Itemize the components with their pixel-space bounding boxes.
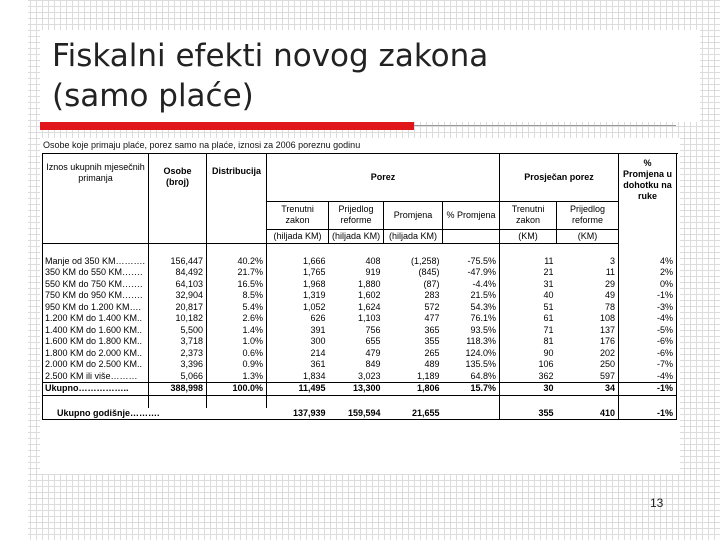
table-cell-label: 550 KM do 750 KM……. (43, 279, 149, 291)
table-cell-avg_cur: 61 (543, 313, 554, 323)
table-cell-dist: 0.9% (207, 359, 267, 371)
table-cell-avg_cur: 71 (543, 324, 554, 335)
table-cell-chg: (1,258) (411, 255, 440, 266)
table-cell-pct: 124.0% (443, 348, 500, 360)
header-distribution: Distribucija (207, 154, 267, 229)
unit-avg-current: (KM) (500, 229, 557, 243)
table-cell-inc: -5% (619, 325, 677, 337)
table-cell-chg: 477 (424, 313, 440, 323)
table-cell-persons: 10,182 (149, 313, 207, 325)
table-cell-pct: 93.5% (443, 325, 500, 337)
header-current-law: Trenutni zakon (267, 201, 329, 229)
table-row (43, 279, 677, 291)
table-cell-inc: -3% (619, 302, 677, 314)
table-cell-label: Manje od 350 KM………. (43, 256, 149, 268)
table-cell-dist: 16.5% (207, 279, 267, 291)
table-row (43, 313, 677, 325)
table-cell-persons: 5,066 (149, 371, 207, 383)
table-row (43, 290, 677, 302)
table-cell-inc: -4% (619, 371, 677, 383)
table-cell-cur: 391 (310, 324, 326, 335)
table-cell-avg_ref: 108 (557, 313, 619, 325)
header-avg-tax: Prosječan porez (500, 154, 619, 201)
table-cell-cur: 214 (310, 347, 326, 358)
table-cell-label: 1.600 KM do 1.800 KM.. (43, 336, 149, 348)
header-pct-change: % Promjena (443, 201, 500, 229)
table-cell-persons: 3,718 (149, 336, 207, 348)
title-line-1: Fiskalni efekti novog zakona (52, 38, 489, 74)
table-cell-inc: 4% (619, 256, 677, 268)
table-row (43, 336, 677, 348)
table-cell-avg_cur: 51 (543, 301, 554, 312)
table-cell-ref: 3,023 (358, 370, 381, 381)
table-cell-dist: 1.3% (207, 371, 267, 383)
table-row (43, 256, 677, 268)
header-income: Iznos ukupnih mjesečnih primanja (43, 154, 149, 229)
table-cell-inc: -6% (619, 336, 677, 348)
table-cell-pct: 64.8% (443, 371, 500, 383)
table-cell-pct: 76.1% (443, 313, 500, 325)
table-cell-cur: 626 (310, 313, 326, 323)
table-cell-ref: 849 (365, 359, 381, 369)
table-cell-chg: 572 (424, 301, 440, 312)
table-cell-cur: 1,968 (303, 278, 326, 289)
table-caption: Osobe koje primaju plaće, porez samo na plaće, iznosi za 2006 poreznu godinu (43, 140, 361, 150)
table-cell-avg_ref: 176 (557, 336, 619, 348)
table-cell-ref: 756 (365, 324, 381, 335)
table-cell-persons: 156,447 (149, 256, 207, 268)
table-cell-avg_ref: 3 (557, 256, 619, 268)
table-row (43, 267, 677, 279)
table-cell-avg_cur: 81 (543, 336, 554, 346)
table-cell-ref: 479 (365, 347, 381, 358)
table-cell-persons: 32,904 (149, 290, 207, 302)
table-cell-label: 750 KM do 950 KM……. (43, 290, 149, 302)
header-persons: Osobe (broj) (149, 154, 207, 229)
table-cell-chg: 265 (424, 347, 440, 358)
table-cell-label: 2.500 KM ili više……… (43, 371, 149, 383)
table-row (43, 325, 677, 337)
table-cell-persons: 84,492 (149, 267, 207, 279)
table-body (43, 256, 677, 383)
table-row (43, 302, 677, 314)
table-row (43, 348, 677, 360)
table-cell-avg_cur: 362 (538, 370, 554, 381)
title-line-2: (samo plaće) (52, 78, 254, 114)
table-cell-cur: 1,052 (303, 301, 326, 312)
slide-title (52, 36, 652, 116)
table-cell-avg_ref: 49 (557, 290, 619, 302)
table-cell-avg_ref: 11 (557, 267, 619, 279)
table-cell-pct: 135.5% (443, 359, 500, 371)
accent-bar (40, 122, 414, 130)
table-cell-persons: 2,373 (149, 348, 207, 360)
title-rule (414, 125, 676, 126)
table-cell-avg_cur: 90 (543, 347, 554, 358)
table-cell-chg: (845) (418, 267, 440, 277)
table-cell-avg_ref: 78 (557, 302, 619, 314)
slide-margin (0, 0, 28, 540)
table-cell-persons: 64,103 (149, 279, 207, 291)
table-cell-dist: 21.7% (207, 267, 267, 279)
table-cell-chg: (87) (423, 278, 440, 289)
table-cell-label: 1.800 KM do 2.000 KM.. (43, 348, 149, 360)
table-cell-avg_ref: 250 (557, 359, 619, 371)
table-cell-chg: 283 (424, 290, 440, 300)
table-cell-chg: 1,189 (417, 370, 440, 381)
table-cell-persons: 20,817 (149, 302, 207, 314)
table-cell-persons: 5,500 (149, 325, 207, 337)
table-cell-pct: 54.3% (443, 302, 500, 314)
table-cell-pct: 21.5% (443, 290, 500, 302)
header-tax: Porez (267, 154, 500, 201)
table-cell-chg: 365 (424, 324, 440, 335)
table-cell-pct: -47.9% (443, 267, 500, 279)
annual-total-row: Ukupno godišnje………. 137,939 159,594 21,655 355 410 -1% (43, 408, 677, 420)
table-cell-ref: 1,602 (358, 290, 381, 300)
table-cell-pct: 118.3% (443, 336, 500, 348)
table-cell-label: 1.200 KM do 1.400 KM.. (43, 313, 149, 325)
table-cell-inc: -1% (619, 290, 677, 302)
table-cell-avg_ref: 597 (557, 371, 619, 383)
table-cell-avg_ref: 29 (557, 279, 619, 291)
header-row-top (43, 154, 677, 201)
table-cell-label: 950 KM do 1.200 KM…. (43, 302, 149, 314)
unit-avg-reform: (KM) (557, 229, 619, 243)
table-cell-avg_ref: 202 (557, 348, 619, 360)
table-cell-dist: 40.2% (207, 256, 267, 268)
table-cell-chg: 489 (424, 359, 440, 369)
table-cell-inc: -4% (619, 313, 677, 325)
unit-current: (hiljada KM) (267, 229, 329, 243)
table-cell-ref: 1,103 (358, 313, 381, 323)
table-cell-dist: 1.4% (207, 325, 267, 337)
table-cell-inc: -7% (619, 359, 677, 371)
table-cell-cur: 1,666 (303, 255, 326, 266)
table-cell-cur: 361 (310, 359, 326, 369)
header-pct-income: % Promjena u dohotku na ruke (619, 154, 677, 243)
table-cell-chg: 355 (424, 336, 440, 346)
table-cell-pct: -4.4% (443, 279, 500, 291)
table-cell-avg_cur: 21 (543, 267, 554, 277)
unit-reform: (hiljada KM) (329, 229, 384, 243)
table-cell-dist: 8.5% (207, 290, 267, 302)
table-cell-inc: 0% (619, 279, 677, 291)
table-cell-ref: 655 (365, 336, 381, 346)
table-cell-ref: 1,880 (358, 278, 381, 289)
table-cell-avg_ref: 137 (557, 325, 619, 337)
table-cell-dist: 2.6% (207, 313, 267, 325)
table-cell-label: 2.000 KM do 2.500 KM.. (43, 359, 149, 371)
table-row (43, 359, 677, 371)
table-cell-avg_cur: 106 (538, 359, 554, 369)
table-cell-ref: 408 (365, 255, 381, 266)
table-cell-pct: -75.5% (443, 256, 500, 268)
table-cell-cur: 300 (310, 336, 326, 346)
page-number: 13 (650, 496, 664, 510)
table-cell-label: 1.400 KM do 1.600 KM.. (43, 325, 149, 337)
table-cell-label: 350 KM do 550 KM……. (43, 267, 149, 279)
table-cell-avg_cur: 11 (544, 255, 554, 266)
table-cell-dist: 1.0% (207, 336, 267, 348)
table-cell-ref: 919 (365, 267, 381, 277)
header-avg-reform: Prijedlog reforme (557, 201, 619, 229)
table-cell-ref: 1,624 (358, 301, 381, 312)
table-cell-cur: 1,834 (303, 370, 326, 381)
table-cell-dist: 5.4% (207, 302, 267, 314)
header-avg-current: Trenutni zakon (500, 201, 557, 229)
header-row-units (43, 229, 677, 243)
header-change: Promjena (384, 201, 443, 229)
table-cell-persons: 3,396 (149, 359, 207, 371)
unit-change: (hiljada KM) (384, 229, 443, 243)
fiscal-table-image (40, 138, 680, 474)
table-cell-cur: 1,319 (303, 290, 326, 300)
total-row: Ukupno…………….. 388,998 100.0% 11,495 13,300 1,806 15.7% 30 34 -1% (43, 383, 677, 396)
fiscal-effects-table (42, 154, 677, 420)
table-cell-dist: 0.6% (207, 348, 267, 360)
table-cell-avg_cur: 31 (543, 278, 554, 289)
header-reform: Prijedlog reforme (329, 201, 384, 229)
table-cell-inc: -6% (619, 348, 677, 360)
table-row (43, 371, 677, 383)
table-cell-cur: 1,765 (303, 267, 326, 277)
table-cell-inc: 2% (619, 267, 677, 279)
table-cell-avg_cur: 40 (543, 290, 554, 300)
